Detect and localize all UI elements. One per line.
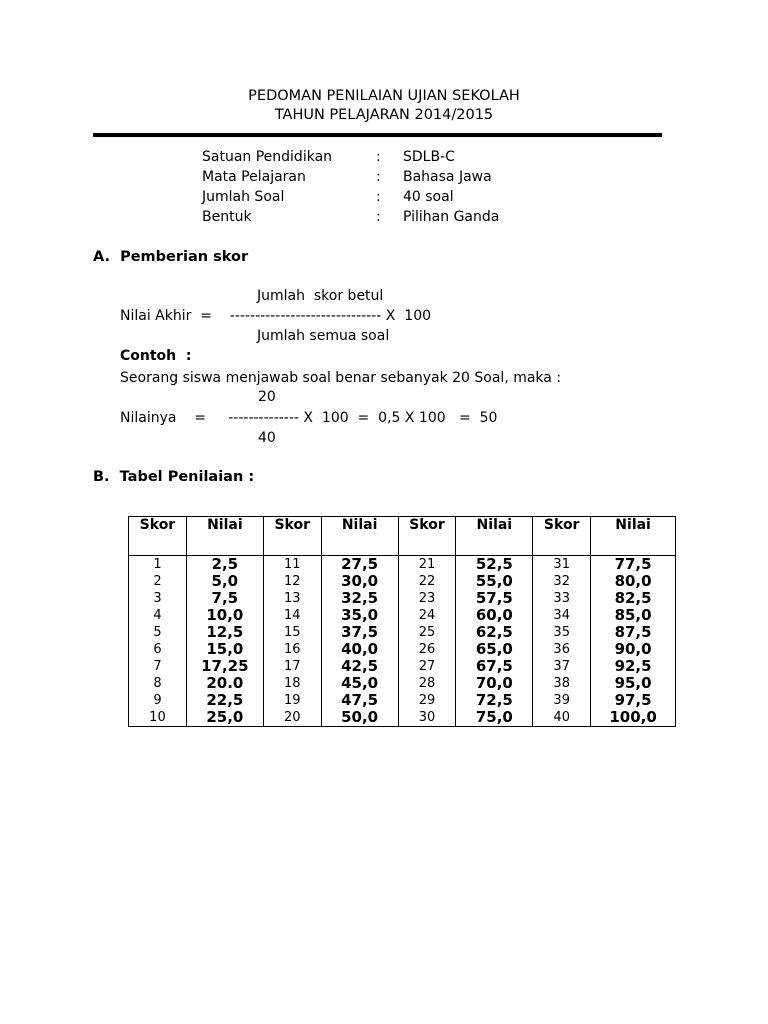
title-divider <box>93 133 662 137</box>
skor-cell: 33 <box>533 590 591 607</box>
skor-cell: 16 <box>263 641 321 658</box>
info-value: SDLB-C <box>403 149 455 165</box>
skor-cell: 10 <box>129 709 187 727</box>
example-denominator: 40 <box>258 430 276 446</box>
skor-cell: 19 <box>263 692 321 709</box>
nilai-cell: 75,0 <box>456 709 533 727</box>
info-value: Bahasa Jawa <box>403 169 492 185</box>
skor-cell: 4 <box>129 607 187 624</box>
info-separator: : <box>376 169 381 185</box>
table-row <box>129 573 676 590</box>
table-row <box>129 624 676 641</box>
info-label: Bentuk <box>202 209 252 225</box>
skor-cell: 36 <box>533 641 591 658</box>
header-nilai: Nilai <box>186 517 263 556</box>
nilai-cell: 97,5 <box>591 692 676 709</box>
nilai-cell: 67,5 <box>456 658 533 675</box>
skor-cell: 3 <box>129 590 187 607</box>
skor-cell: 13 <box>263 590 321 607</box>
skor-cell: 1 <box>129 556 187 574</box>
skor-cell: 29 <box>398 692 456 709</box>
skor-cell: 12 <box>263 573 321 590</box>
table-row <box>129 556 676 574</box>
skor-cell: 31 <box>533 556 591 574</box>
skor-cell: 18 <box>263 675 321 692</box>
nilai-cell: 50,0 <box>321 709 398 727</box>
nilai-cell: 17,25 <box>186 658 263 675</box>
nilai-cell: 47,5 <box>321 692 398 709</box>
skor-cell: 8 <box>129 675 187 692</box>
nilai-cell: 77,5 <box>591 556 676 574</box>
nilai-cell: 30,0 <box>321 573 398 590</box>
skor-cell: 17 <box>263 658 321 675</box>
nilai-cell: 87,5 <box>591 624 676 641</box>
skor-cell: 38 <box>533 675 591 692</box>
example-text: Seorang siswa menjawab soal benar sebanyak 20 Soal, maka : <box>120 370 562 386</box>
nilai-cell: 15,0 <box>186 641 263 658</box>
skor-cell: 35 <box>533 624 591 641</box>
header-nilai: Nilai <box>456 517 533 556</box>
table-row <box>129 641 676 658</box>
nilai-cell: 5,0 <box>186 573 263 590</box>
nilai-cell: 22,5 <box>186 692 263 709</box>
formula-numerator: Jumlah skor betul <box>257 288 384 304</box>
nilai-cell: 62,5 <box>456 624 533 641</box>
table-row <box>129 675 676 692</box>
section-b-heading: B. Tabel Penilaian : <box>93 469 255 485</box>
header-nilai: Nilai <box>321 517 398 556</box>
skor-cell: 7 <box>129 658 187 675</box>
nilai-cell: 95,0 <box>591 675 676 692</box>
nilai-cell: 80,0 <box>591 573 676 590</box>
skor-cell: 9 <box>129 692 187 709</box>
skor-cell: 34 <box>533 607 591 624</box>
skor-cell: 6 <box>129 641 187 658</box>
nilai-cell: 40,0 <box>321 641 398 658</box>
nilai-cell: 82,5 <box>591 590 676 607</box>
skor-cell: 21 <box>398 556 456 574</box>
header-skor: Skor <box>398 517 456 556</box>
nilai-cell: 20.0 <box>186 675 263 692</box>
skor-cell: 11 <box>263 556 321 574</box>
nilai-cell: 60,0 <box>456 607 533 624</box>
nilai-cell: 45,0 <box>321 675 398 692</box>
skor-cell: 39 <box>533 692 591 709</box>
formula-line: Nilai Akhir = ------------------------------ X 100 <box>120 308 432 324</box>
info-label: Satuan Pendidikan <box>202 149 333 165</box>
document-title: PEDOMAN PENILAIAN UJIAN SEKOLAH <box>248 88 520 104</box>
nilai-cell: 57,5 <box>456 590 533 607</box>
skor-cell: 23 <box>398 590 456 607</box>
skor-cell: 27 <box>398 658 456 675</box>
skor-cell: 28 <box>398 675 456 692</box>
info-label: Jumlah Soal <box>202 189 285 205</box>
nilai-cell: 85,0 <box>591 607 676 624</box>
section-a-heading: A. Pemberian skor <box>93 249 249 265</box>
header-skor: Skor <box>129 517 187 556</box>
info-label: Mata Pelajaran <box>202 169 306 185</box>
nilai-cell: 37,5 <box>321 624 398 641</box>
info-separator: : <box>376 189 381 205</box>
nilai-cell: 100,0 <box>591 709 676 727</box>
table-row <box>129 658 676 675</box>
score-table <box>128 516 676 727</box>
nilai-cell: 52,5 <box>456 556 533 574</box>
nilai-cell: 25,0 <box>186 709 263 727</box>
skor-cell: 20 <box>263 709 321 727</box>
info-value: 40 soal <box>403 189 454 205</box>
nilai-cell: 92,5 <box>591 658 676 675</box>
info-separator: : <box>376 149 381 165</box>
table-header-row <box>129 517 676 556</box>
skor-cell: 24 <box>398 607 456 624</box>
formula-denominator: Jumlah semua soal <box>257 328 390 344</box>
nilai-cell: 2,5 <box>186 556 263 574</box>
skor-cell: 26 <box>398 641 456 658</box>
skor-cell: 32 <box>533 573 591 590</box>
table-row <box>129 607 676 624</box>
skor-cell: 2 <box>129 573 187 590</box>
table-row <box>129 709 676 727</box>
nilai-cell: 32,5 <box>321 590 398 607</box>
document-subtitle: TAHUN PELAJARAN 2014/2015 <box>274 107 494 123</box>
nilai-cell: 10,0 <box>186 607 263 624</box>
nilai-cell: 7,5 <box>186 590 263 607</box>
nilai-cell: 72,5 <box>456 692 533 709</box>
nilai-cell: 55,0 <box>456 573 533 590</box>
info-separator: : <box>376 209 381 225</box>
skor-cell: 40 <box>533 709 591 727</box>
header-skor: Skor <box>263 517 321 556</box>
skor-cell: 14 <box>263 607 321 624</box>
skor-cell: 22 <box>398 573 456 590</box>
table-row <box>129 590 676 607</box>
skor-cell: 5 <box>129 624 187 641</box>
skor-cell: 25 <box>398 624 456 641</box>
example-calculation: Nilainya = -------------- X 100 = 0,5 X 100 = 50 <box>120 410 498 426</box>
nilai-cell: 42,5 <box>321 658 398 675</box>
nilai-cell: 70,0 <box>456 675 533 692</box>
table-body <box>129 556 676 727</box>
skor-cell: 30 <box>398 709 456 727</box>
header-skor: Skor <box>533 517 591 556</box>
nilai-cell: 35,0 <box>321 607 398 624</box>
table-row <box>129 692 676 709</box>
nilai-cell: 90,0 <box>591 641 676 658</box>
nilai-cell: 12,5 <box>186 624 263 641</box>
skor-cell: 37 <box>533 658 591 675</box>
nilai-cell: 27,5 <box>321 556 398 574</box>
header-nilai: Nilai <box>591 517 676 556</box>
nilai-cell: 65,0 <box>456 641 533 658</box>
skor-cell: 15 <box>263 624 321 641</box>
example-heading: Contoh : <box>120 348 192 364</box>
example-numerator: 20 <box>258 389 276 405</box>
info-value: Pilihan Ganda <box>403 209 500 225</box>
